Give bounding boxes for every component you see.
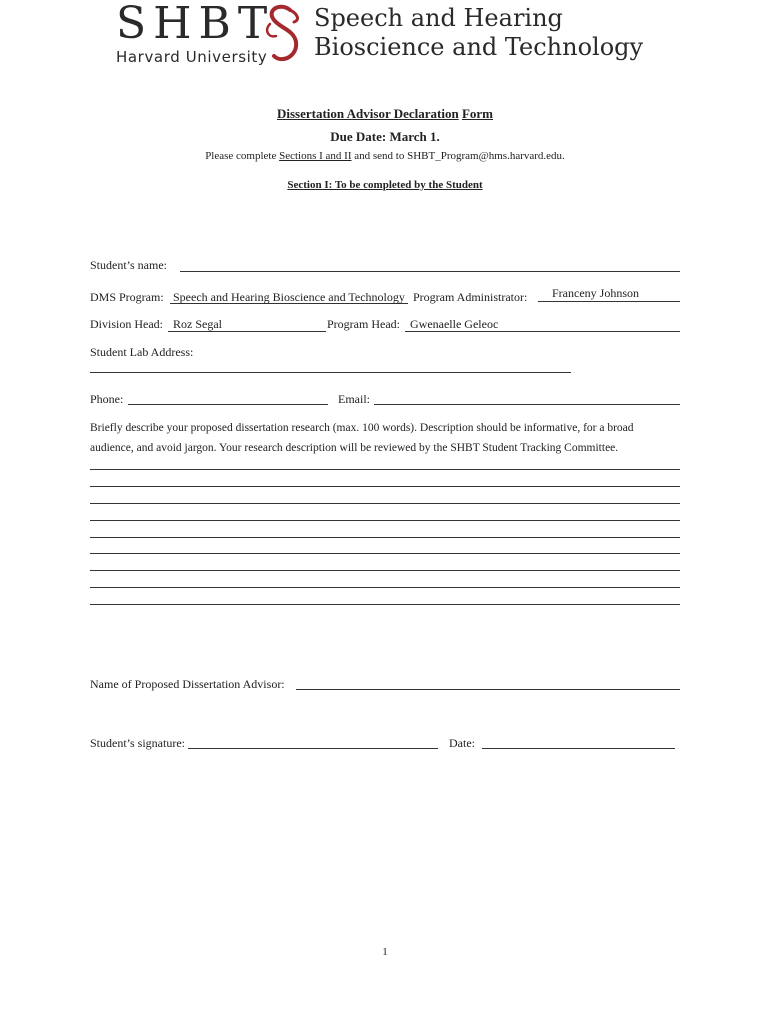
signature-label: Student’s signature: xyxy=(90,736,185,750)
form-title xyxy=(0,106,770,122)
logo-line-2: Bioscience and Technology xyxy=(314,33,644,61)
program-admin-field[interactable] xyxy=(538,301,680,302)
student-name-label: Student’s name: xyxy=(90,258,167,272)
student-name-field[interactable] xyxy=(180,271,680,272)
advisor-field[interactable] xyxy=(296,689,680,690)
program-head-label: Program Head: xyxy=(327,317,400,331)
email-label: Email: xyxy=(338,392,370,406)
lab-address-field[interactable] xyxy=(90,372,571,373)
date-field[interactable] xyxy=(482,748,675,749)
program-admin-value: Franceny Johnson xyxy=(552,286,639,300)
logo-acronym: SHBT xyxy=(116,0,275,49)
description-line[interactable] xyxy=(90,486,680,487)
description-line[interactable] xyxy=(90,570,680,571)
email-field[interactable] xyxy=(374,404,680,405)
dms-program-value: Speech and Hearing Bioscience and Technology xyxy=(173,290,405,304)
form-title-main: Dissertation Advisor Declaration xyxy=(276,106,459,121)
signature-field[interactable] xyxy=(188,748,438,749)
program-admin-label: Program Administrator: xyxy=(413,290,528,304)
description-line[interactable] xyxy=(90,503,680,504)
program-head-value: Gwenaelle Geleoc xyxy=(410,317,499,331)
form-title-word: Form xyxy=(461,106,494,121)
logo-line-1: Speech and Hearing xyxy=(314,4,563,32)
lab-address-label: Student Lab Address: xyxy=(90,345,194,359)
due-date: Due Date: March 1. xyxy=(330,129,440,144)
phone-label: Phone: xyxy=(90,392,124,406)
dms-program-label: DMS Program: xyxy=(90,290,164,304)
division-head-label: Division Head: xyxy=(90,317,163,331)
phone-field[interactable] xyxy=(128,404,328,405)
page-number: 1 xyxy=(382,946,388,958)
description-line[interactable] xyxy=(90,537,680,538)
description-line[interactable] xyxy=(90,520,680,521)
instructions-pre: Please complete xyxy=(205,150,277,162)
description-line[interactable] xyxy=(90,553,680,554)
instructions xyxy=(0,150,770,162)
instructions-post: and send to SHBT_Program@hms.harvard.edu. xyxy=(354,150,565,162)
ribbon-s-icon xyxy=(260,4,308,68)
description-line[interactable] xyxy=(90,587,680,588)
description-prompt: Briefly describe your proposed dissertation research (max. 100 words). Description should be informative, for a broad audience, and avoid jargon. Your research description will be reviewed by the SHBT Student Tracking Committee. xyxy=(90,422,634,454)
description-line[interactable] xyxy=(90,469,680,470)
instructions-sections-link: Sections I and II xyxy=(279,150,352,162)
description-line[interactable] xyxy=(90,604,680,605)
division-head-value: Roz Segal xyxy=(173,317,222,331)
date-label: Date: xyxy=(449,736,475,750)
advisor-label: Name of Proposed Dissertation Advisor: xyxy=(90,677,285,691)
logo-university: Harvard University xyxy=(116,48,268,66)
section-heading: Section I: To be completed by the Student xyxy=(287,179,483,191)
